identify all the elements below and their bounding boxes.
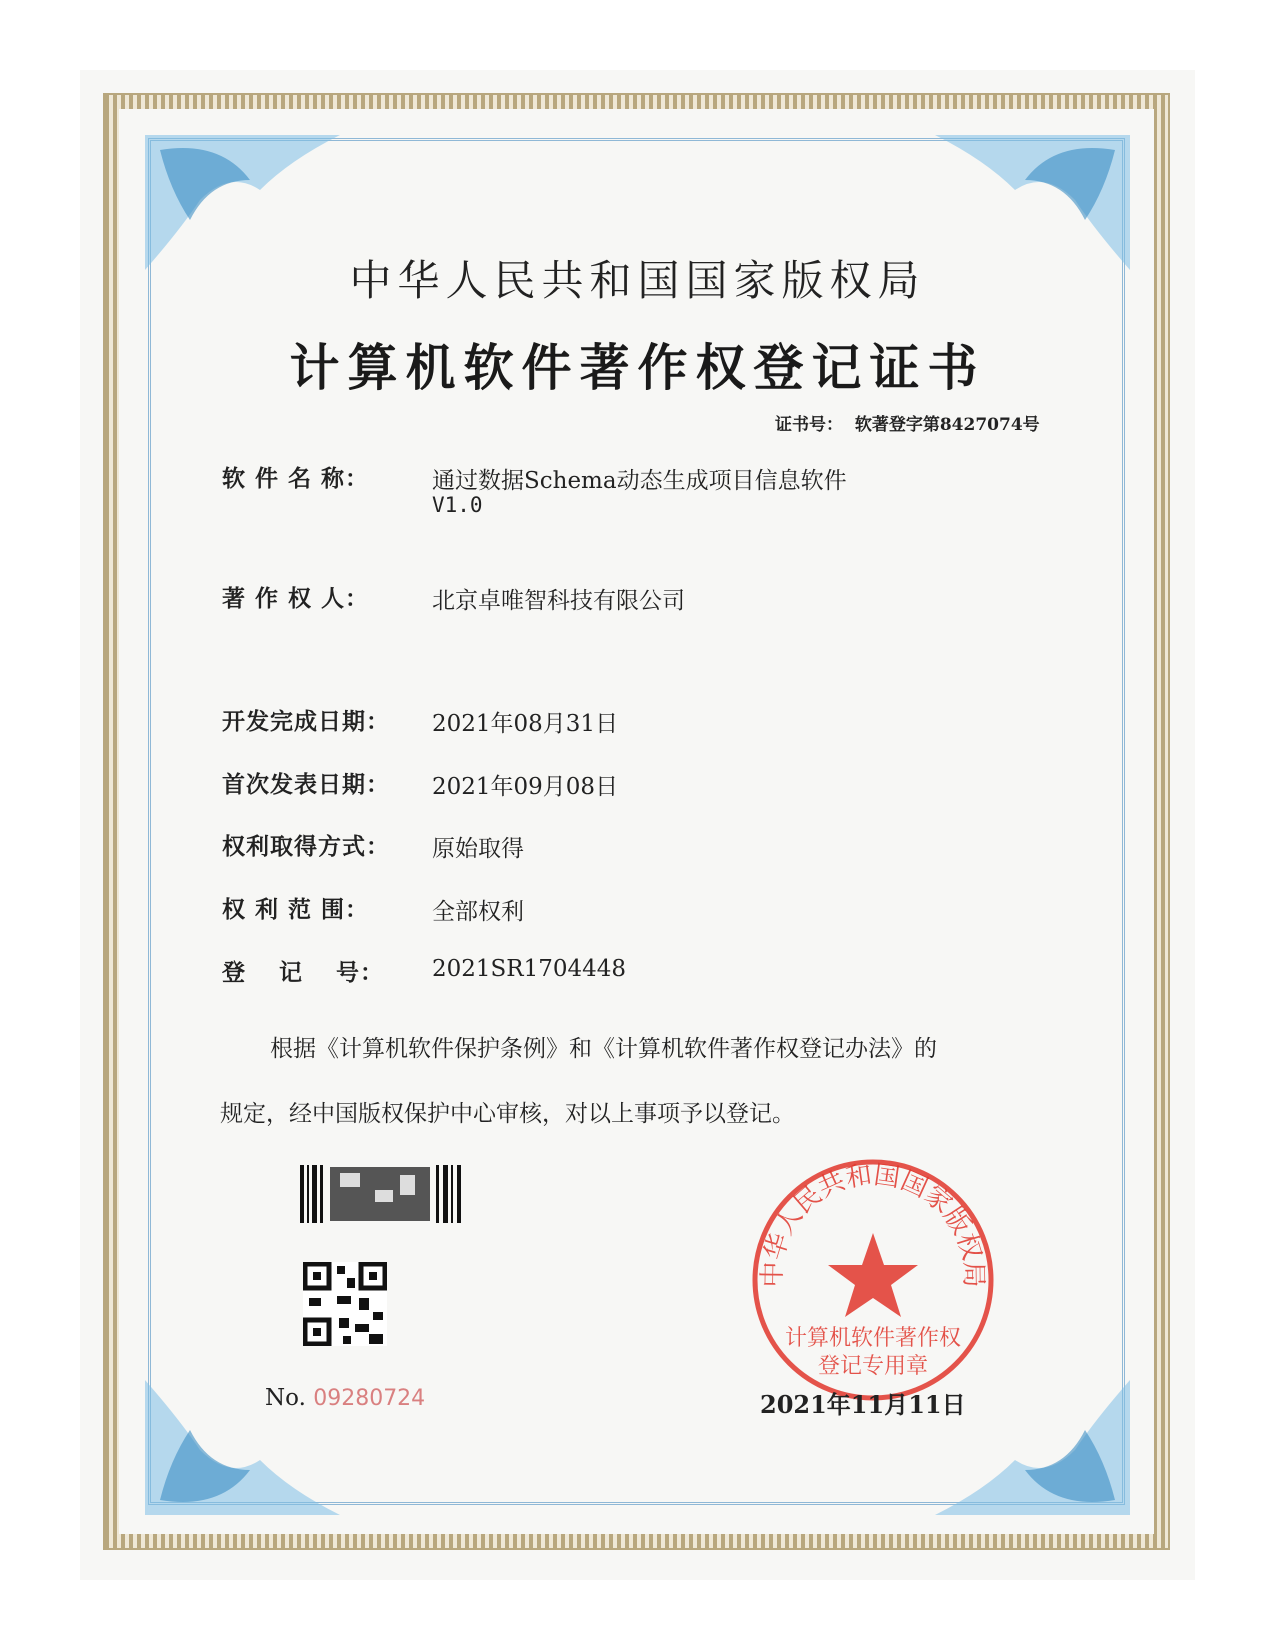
- certificate-number-value: 软著登字第8427074号: [854, 415, 1040, 435]
- serial-number: [265, 1385, 425, 1411]
- certificate-number: [775, 410, 1040, 435]
- rights-scope-label: 权 利 范 围：: [222, 896, 370, 923]
- completion-date-label: 开发完成日期：: [222, 708, 390, 735]
- certificate-title: 计算机软件著作权登记证书: [289, 338, 986, 397]
- rights-scope-value: 全部权利: [432, 899, 524, 925]
- official-seal: [748, 1155, 998, 1405]
- statement-line-1: 根据《计算机软件保护条例》和《计算机软件著作权登记办法》的: [270, 1036, 937, 1062]
- seal-line-1: 计算机软件著作权: [784, 1326, 962, 1351]
- acquisition-method-value: 原始取得: [432, 836, 524, 862]
- copyright-owner-value: 北京卓唯智科技有限公司: [432, 588, 685, 614]
- certificate-number-label: 证书号：: [775, 415, 843, 435]
- qr-code: [303, 1262, 387, 1346]
- seal-ring-text: 中华人民共和国国家版权局: [757, 1160, 989, 1288]
- statement-line-2: 规定，经中国版权保护中心审核，对以上事项予以登记。: [220, 1101, 795, 1127]
- software-name-value: 通过数据Schema动态生成项目信息软件: [432, 468, 847, 494]
- publication-date-value: 2021年09月08日: [432, 774, 619, 800]
- issuer-title: 中华人民共和国国家版权局: [349, 256, 926, 305]
- seal-line-2: 登记专用章: [817, 1354, 929, 1379]
- serial-prefix: No.: [265, 1385, 306, 1411]
- serial-number-value: 09280724: [313, 1386, 426, 1411]
- barcode: [300, 1165, 462, 1223]
- acquisition-method-label: 权利取得方式：: [222, 833, 390, 860]
- registration-number-label: 登 记 号：: [222, 959, 385, 986]
- software-name-label: 软 件 名 称：: [222, 465, 370, 492]
- software-version: V1.0: [432, 493, 483, 517]
- star-icon: [828, 1233, 918, 1317]
- issue-date: 2021年11月11日: [760, 1390, 966, 1419]
- registration-number-value: 2021SR1704448: [432, 956, 627, 982]
- copyright-owner-label: 著 作 权 人：: [222, 585, 370, 612]
- completion-date-value: 2021年08月31日: [432, 711, 619, 737]
- publication-date-label: 首次发表日期：: [222, 771, 390, 798]
